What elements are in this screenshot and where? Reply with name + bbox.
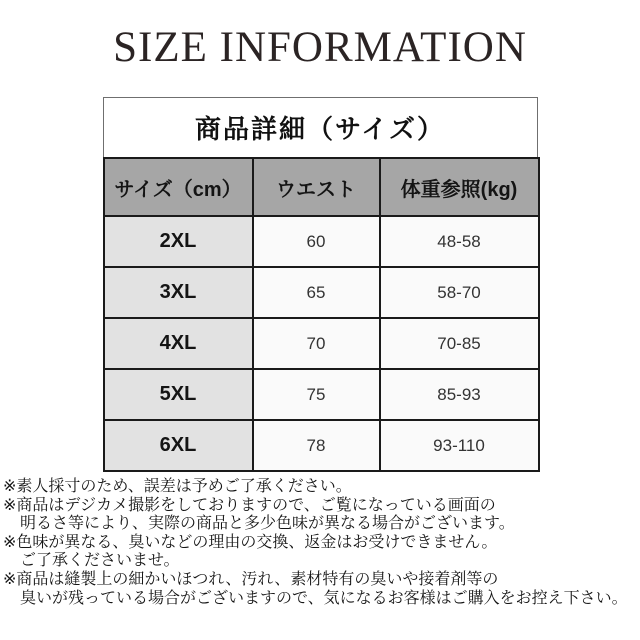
note-line: ※商品は縫製上の細かいほつれ、汚れ、素材特有の臭いや接着剤等の xyxy=(3,570,499,588)
weight-range: 48-58 xyxy=(380,216,539,267)
table-row xyxy=(104,369,539,420)
column-header-size: サイズ（cm） xyxy=(104,158,253,216)
waist-value: 75 xyxy=(253,369,380,420)
waist-value: 60 xyxy=(253,216,380,267)
table-header-row xyxy=(104,158,539,216)
table-row xyxy=(104,318,539,369)
size-label: 5XL xyxy=(104,369,253,420)
note-line: ※商品はデジカメ撮影をしておりますので、ご覧になっている画面の xyxy=(3,496,496,514)
weight-range: 70-85 xyxy=(380,318,539,369)
note-line: ※素人採寸のため、誤差は予めご了承ください。 xyxy=(3,478,352,495)
weight-range: 85-93 xyxy=(380,369,539,420)
size-label: 6XL xyxy=(104,420,253,471)
size-table-caption: 商品詳細（サイズ） xyxy=(103,97,538,157)
page-title: SIZE INFORMATION xyxy=(113,24,527,71)
size-table xyxy=(103,97,538,472)
note-line: ご了承くださいませ。 xyxy=(20,552,180,570)
weight-range: 93-110 xyxy=(380,420,539,471)
column-header-waist: ウエスト xyxy=(253,158,380,216)
table-row xyxy=(104,216,539,267)
table-row xyxy=(104,420,539,471)
note-line: 臭いが残っている場合がございますので、気になるお客様はご購入をお控え下さい。 xyxy=(20,589,628,607)
size-label: 4XL xyxy=(104,318,253,369)
weight-range: 58-70 xyxy=(380,267,539,318)
column-header-weight: 体重参照(kg) xyxy=(380,158,539,216)
note-line: 明るさ等により、実際の商品と多少色味が異なる場合がございます。 xyxy=(20,515,515,533)
note-line: ※色味が異なる、臭いなどの理由の交換、返金はお受けできません。 xyxy=(3,533,498,551)
size-label: 2XL xyxy=(104,216,253,267)
waist-value: 78 xyxy=(253,420,380,471)
table-row xyxy=(104,267,539,318)
waist-value: 65 xyxy=(253,267,380,318)
size-label: 3XL xyxy=(104,267,253,318)
size-table-grid xyxy=(103,157,540,472)
waist-value: 70 xyxy=(253,318,380,369)
disclaimer-notes xyxy=(0,478,640,608)
